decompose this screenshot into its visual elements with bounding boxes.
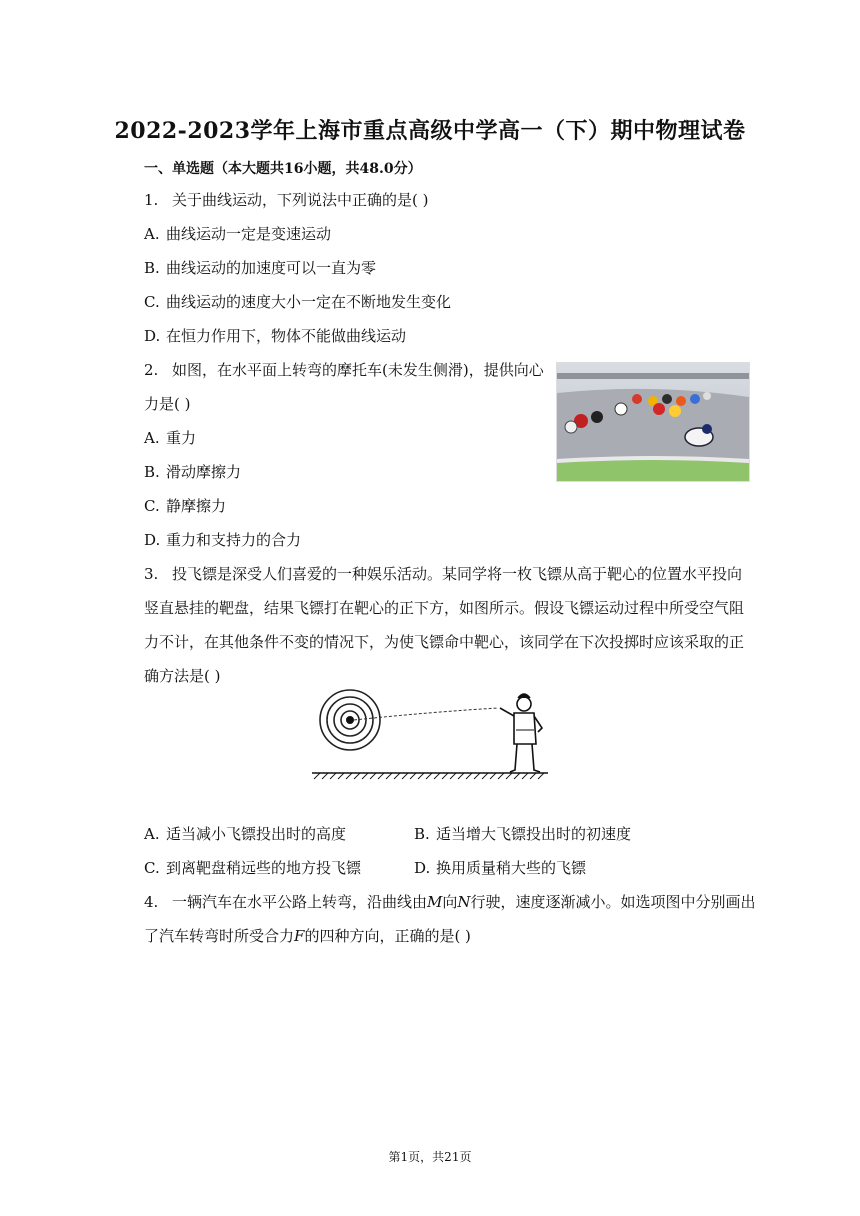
target-board: [320, 690, 380, 750]
thrower-figure: [500, 694, 542, 772]
q2-option-d: [144, 530, 301, 550]
q2-option-a: [144, 428, 196, 448]
question-4-stem-cont: [144, 926, 471, 946]
option-text: 换用质量稍大些的飞镖: [436, 859, 587, 877]
section-heading: 一、单选题（本大题共16小题，共48.0分）: [144, 161, 422, 177]
option-text: 滑动摩擦力: [166, 463, 242, 481]
option-letter: D.: [414, 859, 431, 877]
q3-option-c: [144, 858, 361, 878]
question-text: 关于曲线运动，下列说法中正确的是( ): [172, 191, 429, 209]
option-letter: D.: [144, 531, 161, 549]
question-3-stem-cont: 确方法是( ): [144, 667, 221, 685]
page-footer: 第1页，共21页: [388, 1150, 472, 1164]
question-number: 3.: [144, 565, 159, 583]
q1-option-a: [144, 224, 331, 244]
option-text: 曲线运动一定是变速运动: [166, 225, 332, 243]
option-text: 重力: [166, 429, 197, 447]
page-title: 2022-2023学年上海市重点高级中学高一（下）期中物理试卷: [114, 118, 746, 144]
question-number: 1.: [144, 191, 159, 209]
question-text: 了汽车转弯时所受合力: [144, 927, 295, 945]
option-letter: B.: [144, 463, 160, 481]
option-text: 到离靶盘稍远些的地方投飞镖: [166, 859, 362, 877]
option-letter: C.: [144, 293, 160, 311]
option-text: 重力和支持力的合力: [166, 531, 302, 549]
variable-m: M: [427, 893, 443, 911]
question-text: 一辆汽车在水平公路上转弯，沿曲线由: [172, 893, 428, 911]
option-text: 适当减小飞镖投出时的高度: [166, 825, 347, 843]
option-letter: C.: [144, 497, 160, 515]
q3-option-b: [414, 824, 631, 844]
option-letter: A.: [144, 225, 160, 243]
question-text: 如图，在水平面上转弯的摩托车(未发生侧滑)，提供向心: [172, 361, 544, 379]
option-letter: C.: [144, 859, 160, 877]
question-text: 行驶，速度逐渐减小。如选项图中分别画出: [470, 893, 756, 911]
question-3-stem-cont: 竖直悬挂的靶盘，结果飞镖打在靶心的正下方，如图所示。假设飞镖运动过程中所受空气阻: [144, 599, 745, 617]
q1-option-d: [144, 326, 406, 346]
motorcycle-race-photo: [556, 362, 750, 482]
option-letter: D.: [144, 327, 161, 345]
q1-option-b: [144, 258, 376, 278]
q3-option-d: [414, 858, 586, 878]
q3-option-a: [144, 824, 346, 844]
option-letter: A.: [144, 825, 160, 843]
option-text: 适当增大飞镖投出时的初速度: [436, 825, 632, 843]
question-text: 投飞镖是深受人们喜爱的一种娱乐活动。某同学将一枚飞镖从高于靶心的位置水平投向: [172, 565, 743, 583]
option-letter: B.: [414, 825, 430, 843]
option-text: 曲线运动的加速度可以一直为零: [166, 259, 377, 277]
option-text: 曲线运动的速度大小一定在不断地发生变化: [166, 293, 452, 311]
dart-target-figure: [310, 686, 550, 782]
question-2-stem-cont: 力是( ): [144, 395, 191, 413]
option-text: 在恒力作用下，物体不能做曲线运动: [166, 327, 407, 345]
question-text: 向: [442, 893, 458, 911]
question-number: 4.: [144, 893, 159, 911]
variable-n: N: [457, 893, 471, 911]
option-letter: A.: [144, 429, 160, 447]
variable-f: F: [294, 927, 305, 945]
option-letter: B.: [144, 259, 160, 277]
question-number: 2.: [144, 361, 159, 379]
question-text: 的四种方向，正确的是( ): [304, 927, 471, 945]
q2-option-b: [144, 462, 241, 482]
q2-option-c: [144, 496, 226, 516]
question-4-stem: [144, 892, 756, 912]
q1-option-c: [144, 292, 451, 312]
question-3-stem: [144, 564, 742, 584]
option-text: 静摩擦力: [166, 497, 227, 515]
question-2-stem: [144, 360, 544, 380]
question-1-stem: [144, 190, 428, 210]
question-3-stem-cont: 力不计，在其他条件不变的情况下，为使飞镖命中靶心，该同学在下次投掷时应该采取的正: [144, 633, 745, 651]
